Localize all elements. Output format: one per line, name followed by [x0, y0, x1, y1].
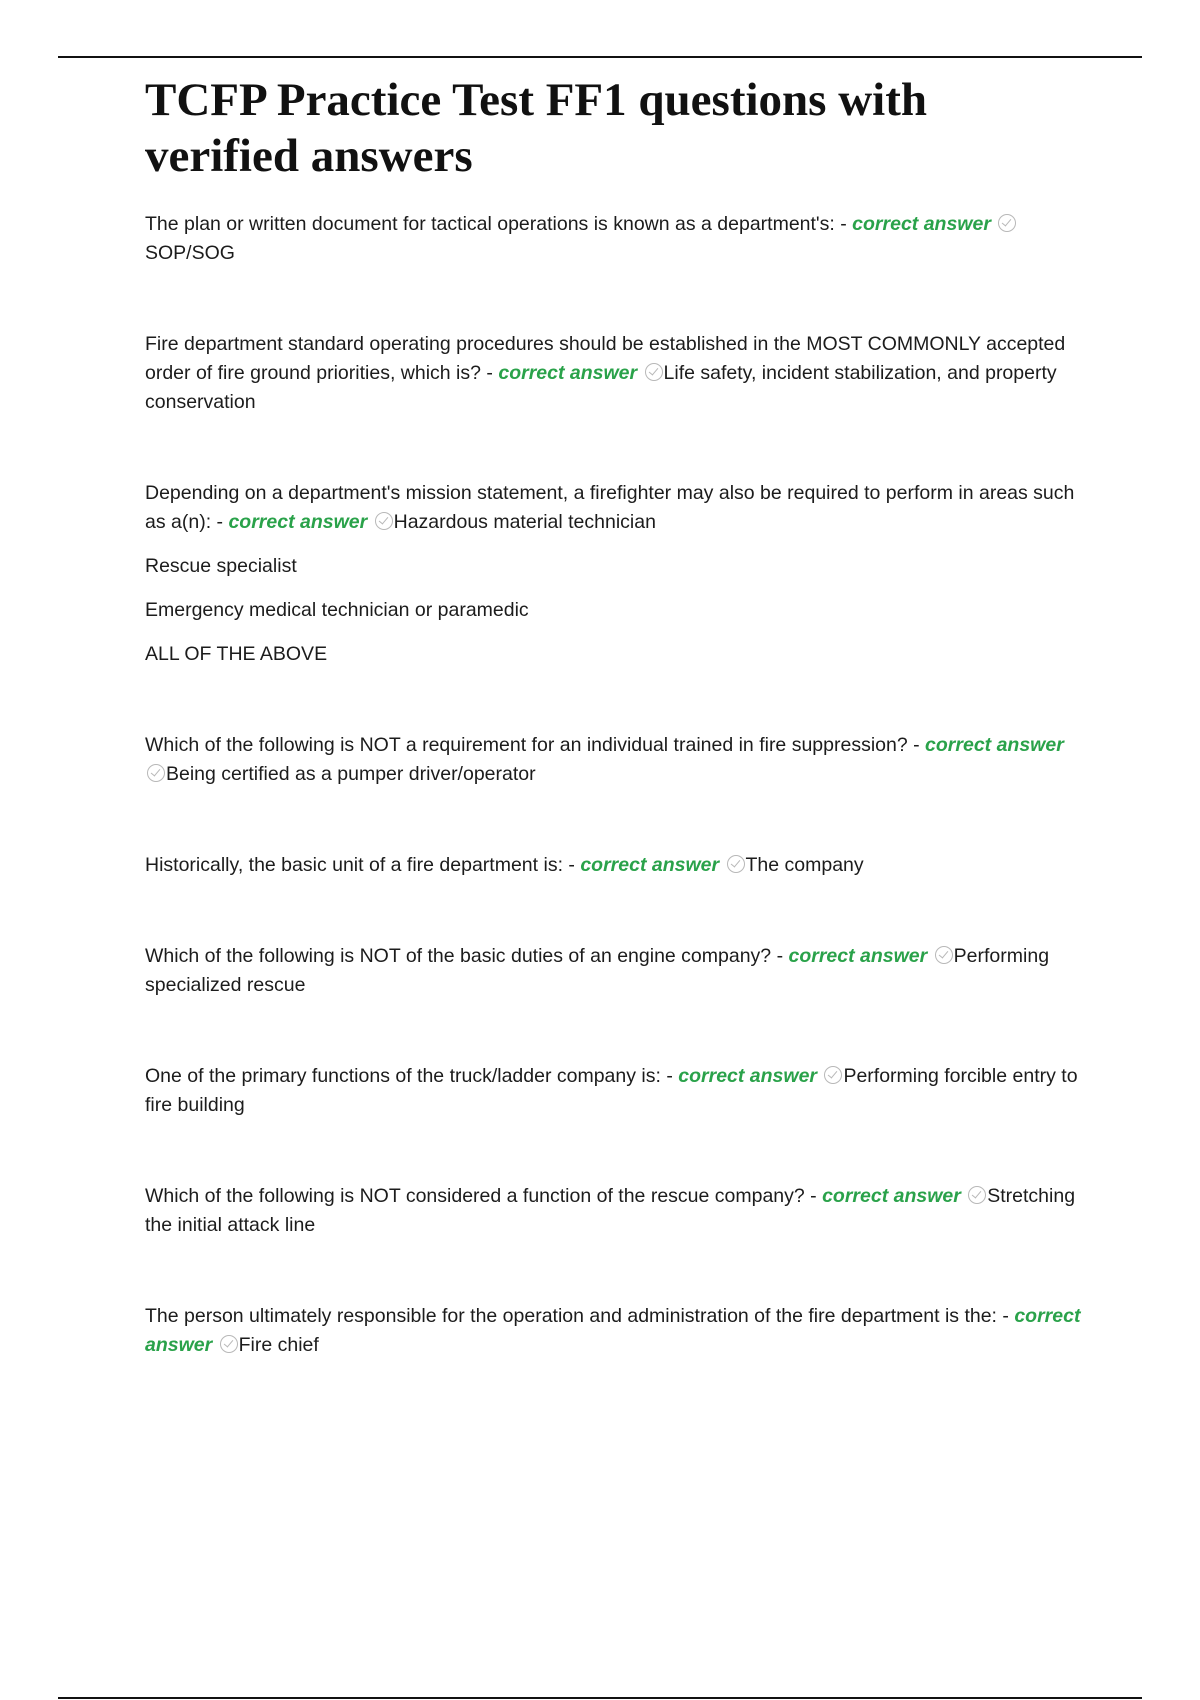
- qa-item: [145, 1182, 1085, 1240]
- qa-text: [145, 210, 1085, 268]
- check-circle-icon: [935, 946, 953, 964]
- qa-text: [145, 942, 1085, 1000]
- question-text: The person ultimately responsible for the operation and administration of the fire department is the:: [145, 1305, 997, 1327]
- answer-text: Life safety, incident stabilization, and property conservation: [145, 362, 1057, 413]
- qa-item: [145, 731, 1085, 789]
- qa-text: [145, 731, 1085, 789]
- question-text: Which of the following is NOT a requirement for an individual trained in fire suppression?: [145, 734, 908, 756]
- answer-option: ALL OF THE ABOVE: [145, 643, 328, 665]
- correct-answer-label: correct answer: [228, 511, 368, 533]
- qa-item: [145, 479, 1085, 669]
- answer-text: Performing specialized rescue: [145, 945, 1050, 996]
- separator: -: [834, 213, 853, 235]
- separator: -: [481, 362, 499, 384]
- correct-answer-label: correct answer: [145, 1305, 1081, 1356]
- question-text: The plan or written document for tactical operations is known as a department's:: [145, 213, 835, 235]
- answer-text: Stretching the initial attack line: [145, 1185, 1076, 1236]
- correct-answer-label: correct answer: [498, 362, 638, 384]
- separator: -: [771, 945, 789, 967]
- answer-text: Hazardous material technician: [393, 511, 656, 533]
- qa-item: [145, 851, 1085, 880]
- check-circle-icon: [968, 1186, 986, 1204]
- qa-list: [145, 210, 1085, 1360]
- check-circle-icon: [375, 512, 393, 530]
- qa-text: [145, 851, 1085, 880]
- answer-text: Being certified as a pumper driver/operator: [166, 763, 536, 785]
- qa-text: [145, 1182, 1085, 1240]
- question-text: Historically, the basic unit of a fire department is:: [145, 854, 563, 876]
- correct-answer-label: correct answer: [580, 854, 720, 876]
- answer-option: Emergency medical technician or paramedic: [145, 599, 529, 621]
- correct-answer-label: correct answer: [788, 945, 928, 967]
- check-circle-icon: [645, 363, 663, 381]
- correct-answer-label: correct answer: [852, 213, 991, 235]
- question-text: One of the primary functions of the truck/ladder company is:: [145, 1065, 661, 1087]
- qa-item: [145, 942, 1085, 1000]
- question-text: Fire department standard operating procedures should be established in the MOST COMMONLY accepted order of fire ground priorities, which is?: [145, 333, 1066, 384]
- top-rule: [58, 56, 1142, 58]
- qa-item: [145, 210, 1085, 268]
- answer-text: Fire chief: [238, 1334, 319, 1356]
- separator: -: [804, 1185, 823, 1207]
- bottom-rule: [58, 1697, 1142, 1699]
- document-page: [145, 72, 1085, 1360]
- question-text: Depending on a department's mission statement, a firefighter may also be required to perform in areas such as a(n):: [145, 482, 1075, 533]
- qa-item: [145, 1302, 1085, 1360]
- question-text: Which of the following is NOT of the basic duties of an engine company?: [145, 945, 772, 967]
- correct-answer-label: correct answer: [925, 734, 1064, 756]
- qa-text: [145, 330, 1085, 417]
- separator: -: [562, 854, 581, 876]
- qa-text: [145, 1062, 1085, 1120]
- correct-answer-label: correct answer: [822, 1185, 961, 1207]
- check-circle-icon: [220, 1335, 238, 1353]
- separator: -: [660, 1065, 679, 1087]
- document-title: TCFP Practice Test FF1 questions with verified answers: [145, 74, 927, 182]
- separator: -: [907, 734, 926, 756]
- answer-text: The company: [745, 854, 864, 876]
- check-circle-icon: [998, 214, 1016, 232]
- separator: -: [996, 1305, 1015, 1327]
- answer-text: SOP/SOG: [145, 242, 235, 264]
- answer-text: Performing forcible entry to fire building: [145, 1065, 1078, 1116]
- question-text: Which of the following is NOT considered a function of the rescue company?: [145, 1185, 805, 1207]
- check-circle-icon: [147, 764, 165, 782]
- check-circle-icon: [727, 855, 745, 873]
- qa-item: [145, 1062, 1085, 1120]
- separator: -: [211, 511, 229, 533]
- qa-text: [145, 479, 1085, 537]
- answer-option: Rescue specialist: [145, 555, 297, 577]
- qa-item: [145, 330, 1085, 417]
- correct-answer-label: correct answer: [678, 1065, 818, 1087]
- check-circle-icon: [824, 1066, 842, 1084]
- qa-text: [145, 1302, 1085, 1360]
